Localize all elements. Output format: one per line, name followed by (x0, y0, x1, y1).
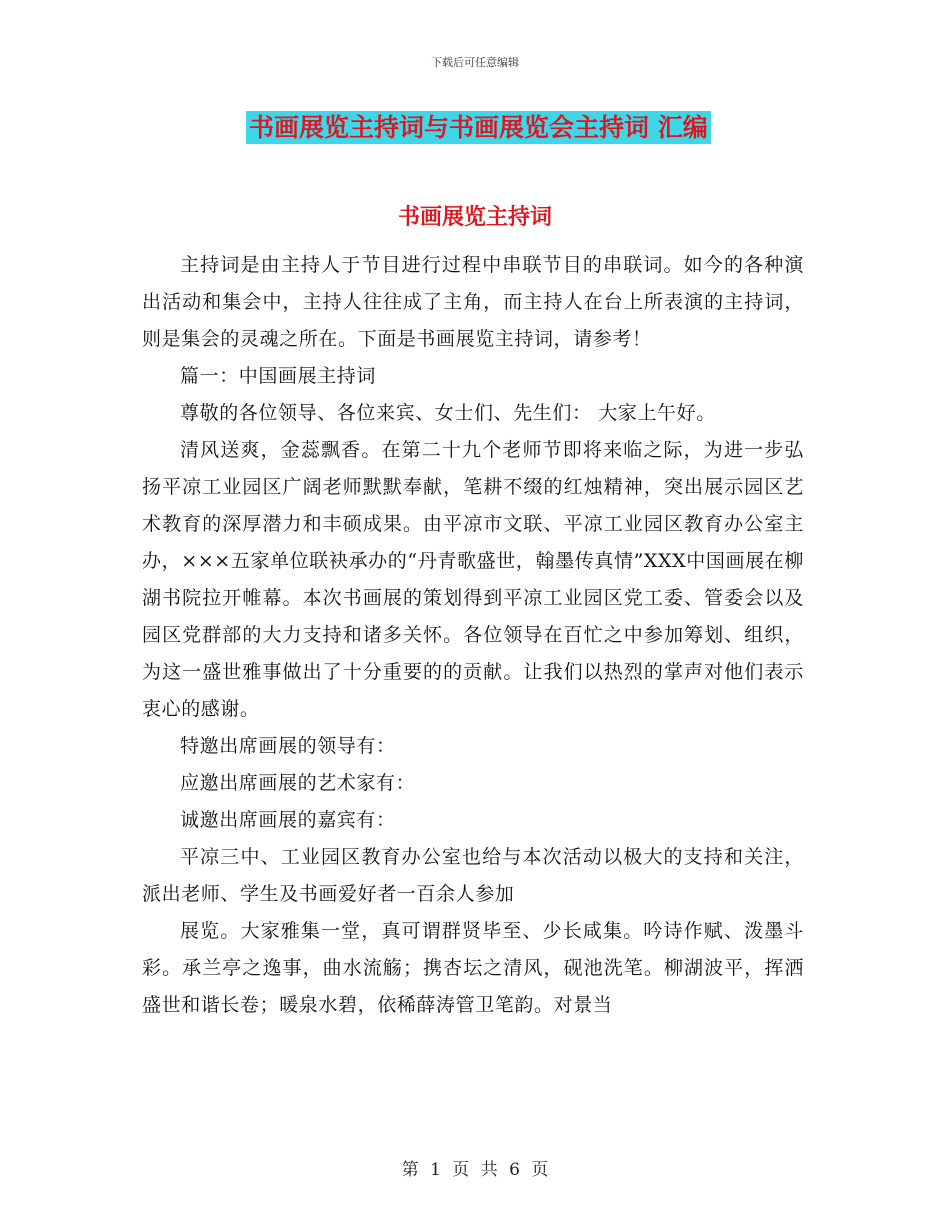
paragraph: 展览。大家雅集一堂，真可谓群贤毕至、少长咸集。吟诗作赋、泼墨斗彩。承兰亭之逸事，曲水流觞；携杏坛之清风，砚池洗笔。柳湖波平，挥洒盛世和谐长卷；暖泉水碧，依稀薛涛管卫笔韵。对景当 (142, 920, 804, 1016)
paragraph: 特邀出席画展的领导有： (180, 735, 396, 757)
paragraph: 清风送爽，金蕊飘香。在第二十九个老师节即将来临之际，为进一步弘扬平凉工业园区广阔老师默默奉献，笔耕不缀的红烛精神，突出展示园区艺术教育的深厚潜力和丰硕成果。由平凉市文联、平凉工业园区教育办公室主办，×××五家单位联袂承办的“丹青歌盛世，翰墨传真情”XXX中国画展在柳湖书院拉开帷幕。本次书画展的策划得到平凉工业园区党工委、管委会以及园区党群部的大力支持和诸多关怀。各位领导在百忙之中参加筹划、组织，为这一盛世雅事做出了十分重要的的贡献。让我们以热烈的掌声对他们表示衷心的感谢。 (142, 439, 804, 720)
section-title: 书画展览主持词 (397, 204, 552, 230)
document-title: 书画展览主持词与书画展览会主持词 汇编 (246, 111, 711, 144)
paragraph: 应邀出席画展的艺术家有： (180, 772, 416, 794)
paragraph: 诚邀出席画展的嘉宾有： (180, 809, 396, 831)
body-text (142, 247, 804, 1024)
paragraph: 主持词是由主持人于节目进行过程中串联节目的串联词。如今的各种演出活动和集会中，主持人往往成了主角，而主持人在台上所表演的主持词，则是集会的灵魂之所在。下面是书画展览主持词，请参考！ (142, 254, 804, 350)
paragraph: 篇一：中国画展主持词 (180, 365, 377, 387)
paragraph: 平凉三中、工业园区教育办公室也给与本次活动以极大的支持和关注，派出老师、学生及书画爱好者一百余人参加 (142, 846, 804, 905)
page-footer: 第 1 页 共 6 页 (401, 1160, 549, 1180)
page-header: 下载后可任意编辑 (431, 56, 519, 69)
paragraph: 尊敬的各位领导、各位来宾、女士们、先生们： 大家上午好。 (180, 402, 716, 424)
